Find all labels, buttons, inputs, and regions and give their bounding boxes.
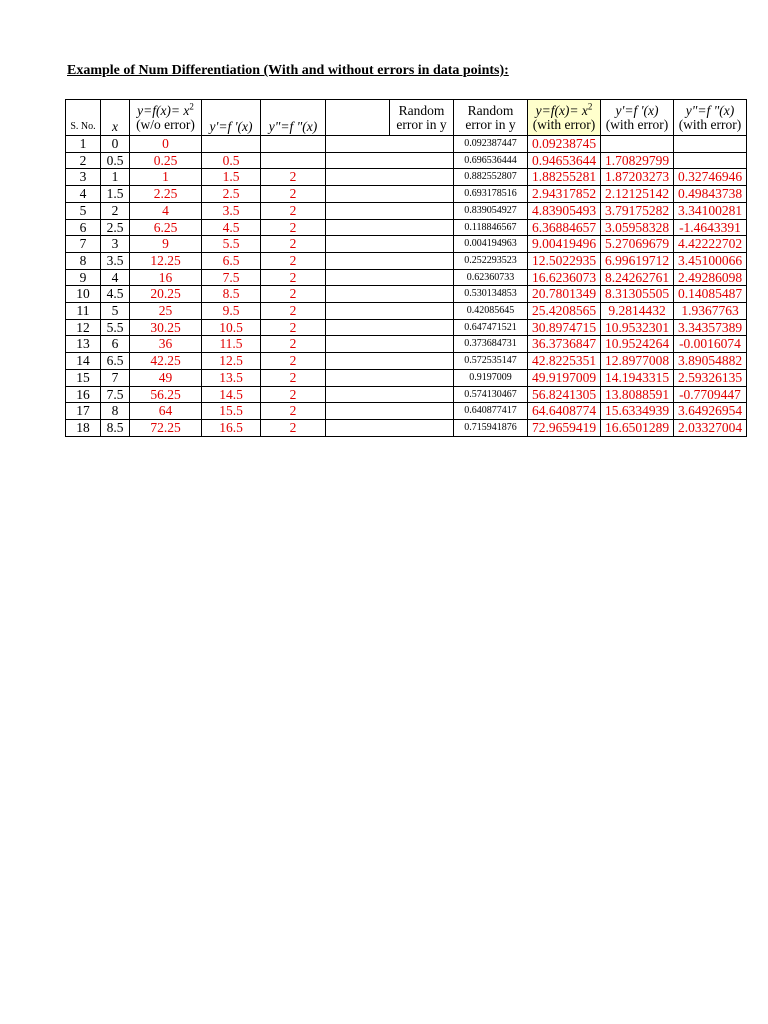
cell-x: 4 [101,269,130,286]
cell-second-derivative: 2 [261,303,326,320]
cell-second-derivative [261,136,326,153]
cell-x: 1 [101,169,130,186]
cell-random-error: 0.092387447 [454,136,528,153]
table-row [66,369,747,386]
cell-first-derivative: 11.5 [202,336,261,353]
table-row [66,186,747,203]
cell-second-derivative-with-error: 3.64926954 [674,403,747,420]
cell-first-derivative-with-error: 8.31305505 [601,286,674,303]
header-first-derivative: y'=f '(x) [202,100,261,136]
cell-first-derivative: 9.5 [202,303,261,320]
cell-second-derivative: 2 [261,286,326,303]
table-row [66,286,747,303]
table-row [66,319,747,336]
cell-x: 0 [101,136,130,153]
cell-y: 49 [130,369,202,386]
cell-x: 6 [101,336,130,353]
cell-y-with-error: 64.6408774 [528,403,601,420]
cell-y-with-error: 72.9659419 [528,419,601,436]
cell-y-with-error: 16.6236073 [528,269,601,286]
cell-second-derivative: 2 [261,336,326,353]
cell-second-derivative: 2 [261,252,326,269]
cell-sno: 12 [66,319,101,336]
cell-sno: 16 [66,386,101,403]
cell-first-derivative-with-error: 15.6334939 [601,403,674,420]
cell-empty [326,219,454,236]
cell-x: 2 [101,202,130,219]
cell-y-with-error: 25.4208565 [528,303,601,320]
table-row [66,269,747,286]
cell-second-derivative: 2 [261,353,326,370]
cell-second-derivative: 2 [261,202,326,219]
cell-second-derivative-with-error [674,152,747,169]
cell-first-derivative: 3.5 [202,202,261,219]
cell-y-with-error: 36.3736847 [528,336,601,353]
cell-second-derivative: 2 [261,369,326,386]
cell-second-derivative-with-error: 2.59326135 [674,369,747,386]
cell-second-derivative-with-error: -0.7709447 [674,386,747,403]
cell-empty [326,303,454,320]
cell-first-derivative: 5.5 [202,236,261,253]
header-random-error-2: Random error in y [454,100,528,136]
cell-first-derivative-with-error: 3.79175282 [601,202,674,219]
cell-x: 6.5 [101,353,130,370]
cell-y: 56.25 [130,386,202,403]
cell-second-derivative-with-error: 3.34357389 [674,319,747,336]
cell-second-derivative: 2 [261,319,326,336]
cell-x: 4.5 [101,286,130,303]
cell-empty [326,269,454,286]
cell-empty [326,152,454,169]
cell-random-error: 0.882552807 [454,169,528,186]
cell-sno: 7 [66,236,101,253]
cell-sno: 13 [66,336,101,353]
cell-sno: 6 [66,219,101,236]
cell-sno: 18 [66,419,101,436]
cell-second-derivative-with-error: -0.0016074 [674,336,747,353]
cell-empty [326,386,454,403]
cell-y: 20.25 [130,286,202,303]
cell-first-derivative: 8.5 [202,286,261,303]
cell-sno: 17 [66,403,101,420]
cell-x: 5.5 [101,319,130,336]
cell-x: 3.5 [101,252,130,269]
cell-second-derivative-with-error: 1.9367763 [674,303,747,320]
cell-y: 36 [130,336,202,353]
cell-first-derivative-with-error: 3.05958328 [601,219,674,236]
cell-x: 5 [101,303,130,320]
cell-random-error: 0.373684731 [454,336,528,353]
cell-random-error: 0.62360733 [454,269,528,286]
table-row [66,303,747,320]
cell-random-error: 0.574130467 [454,386,528,403]
cell-first-derivative: 6.5 [202,252,261,269]
cell-y: 42.25 [130,353,202,370]
cell-y-with-error: 49.9197009 [528,369,601,386]
cell-y-with-error: 6.36884657 [528,219,601,236]
cell-empty [326,336,454,353]
cell-y: 0 [130,136,202,153]
cell-y-with-error: 4.83905493 [528,202,601,219]
cell-first-derivative: 4.5 [202,219,261,236]
table-row [66,252,747,269]
table-row [66,419,747,436]
cell-random-error: 0.572535147 [454,353,528,370]
header-sno: S. No. [66,100,101,136]
cell-x: 2.5 [101,219,130,236]
cell-first-derivative-with-error: 1.70829799 [601,152,674,169]
cell-y: 72.25 [130,419,202,436]
cell-first-derivative-with-error: 12.8977008 [601,353,674,370]
cell-first-derivative: 16.5 [202,419,261,436]
cell-sno: 4 [66,186,101,203]
table-row [66,386,747,403]
cell-random-error: 0.9197009 [454,369,528,386]
cell-second-derivative-with-error: 3.89054882 [674,353,747,370]
cell-random-error: 0.715941876 [454,419,528,436]
cell-y: 2.25 [130,186,202,203]
cell-y-with-error: 1.88255281 [528,169,601,186]
header-x: x [101,100,130,136]
cell-x: 8 [101,403,130,420]
cell-random-error: 0.640877417 [454,403,528,420]
cell-second-derivative: 2 [261,219,326,236]
cell-empty [326,186,454,203]
cell-sno: 14 [66,353,101,370]
cell-random-error: 0.647471521 [454,319,528,336]
cell-first-derivative-with-error: 10.9532301 [601,319,674,336]
header-first-derivative-with-error: y'=f '(x) (with error) [601,100,674,136]
cell-second-derivative-with-error: 0.14085487 [674,286,747,303]
cell-sno: 11 [66,303,101,320]
cell-first-derivative-with-error: 1.87203273 [601,169,674,186]
cell-first-derivative: 14.5 [202,386,261,403]
cell-y-with-error: 20.7801349 [528,286,601,303]
cell-first-derivative-with-error: 8.24262761 [601,269,674,286]
cell-empty [326,136,454,153]
cell-empty [326,236,454,253]
cell-y: 6.25 [130,219,202,236]
cell-second-derivative: 2 [261,169,326,186]
cell-random-error: 0.252293523 [454,252,528,269]
cell-sno: 5 [66,202,101,219]
cell-first-derivative-with-error: 16.6501289 [601,419,674,436]
table-row [66,219,747,236]
cell-first-derivative-with-error: 10.9524264 [601,336,674,353]
cell-empty [326,169,454,186]
cell-sno: 8 [66,252,101,269]
cell-sno: 2 [66,152,101,169]
cell-second-derivative-with-error: 2.49286098 [674,269,747,286]
cell-y: 30.25 [130,319,202,336]
cell-empty [326,353,454,370]
cell-first-derivative: 2.5 [202,186,261,203]
header-y-with-error: $y=f(x)= x^2$ (with error) [528,100,601,136]
cell-empty [326,202,454,219]
cell-empty [326,419,454,436]
cell-second-derivative-with-error [674,136,747,153]
cell-second-derivative-with-error: 3.45100066 [674,252,747,269]
cell-first-derivative: 1.5 [202,169,261,186]
cell-empty [326,319,454,336]
cell-x: 0.5 [101,152,130,169]
cell-second-derivative [261,152,326,169]
header-second-derivative: y"=f "(x) [261,100,326,136]
cell-first-derivative-with-error: 2.12125142 [601,186,674,203]
cell-sno: 1 [66,136,101,153]
cell-empty [326,403,454,420]
cell-first-derivative-with-error: 14.1943315 [601,369,674,386]
cell-sno: 3 [66,169,101,186]
cell-empty [326,286,454,303]
cell-x: 7 [101,369,130,386]
cell-first-derivative-with-error: 13.8088591 [601,386,674,403]
cell-first-derivative: 12.5 [202,353,261,370]
cell-second-derivative-with-error: 2.03327004 [674,419,747,436]
cell-y-with-error: 42.8225351 [528,353,601,370]
cell-empty [326,252,454,269]
header-second-derivative-with-error: y"=f "(x) (with error) [674,100,747,136]
cell-y: 0.25 [130,152,202,169]
cell-first-derivative: 0.5 [202,152,261,169]
cell-y-with-error: 9.00419496 [528,236,601,253]
cell-sno: 10 [66,286,101,303]
header-empty [326,100,390,136]
cell-x: 8.5 [101,419,130,436]
cell-first-derivative-with-error [601,136,674,153]
cell-second-derivative-with-error: 4.42222702 [674,236,747,253]
cell-x: 3 [101,236,130,253]
page-title: Example of Num Differentiation (With and without errors in data points): [67,63,509,78]
cell-first-derivative-with-error: 5.27069679 [601,236,674,253]
cell-first-derivative: 13.5 [202,369,261,386]
cell-second-derivative-with-error: 3.34100281 [674,202,747,219]
cell-sno: 15 [66,369,101,386]
cell-x: 7.5 [101,386,130,403]
cell-random-error: 0.530134853 [454,286,528,303]
table-row [66,403,747,420]
cell-first-derivative: 7.5 [202,269,261,286]
table-row [66,336,747,353]
table-row [66,152,747,169]
table-row [66,169,747,186]
table-row [66,136,747,153]
header-y-without-error: $y=f(x)= x^2$ (w/o error) [130,100,202,136]
cell-second-derivative: 2 [261,269,326,286]
cell-y-with-error: 0.09238745 [528,136,601,153]
cell-y: 9 [130,236,202,253]
cell-first-derivative-with-error: 9.2814432 [601,303,674,320]
cell-y-with-error: 2.94317852 [528,186,601,203]
cell-y: 12.25 [130,252,202,269]
cell-random-error: 0.118846567 [454,219,528,236]
header-row [66,100,747,136]
data-table [65,99,747,437]
cell-random-error: 0.839054927 [454,202,528,219]
cell-y: 4 [130,202,202,219]
cell-empty [326,369,454,386]
cell-x: 1.5 [101,186,130,203]
header-random-error-1: Random error in y [390,100,454,136]
cell-y-with-error: 56.8241305 [528,386,601,403]
cell-y-with-error: 0.94653644 [528,152,601,169]
cell-second-derivative: 2 [261,419,326,436]
table-row [66,202,747,219]
cell-first-derivative-with-error: 6.99619712 [601,252,674,269]
cell-second-derivative-with-error: 0.32746946 [674,169,747,186]
cell-y: 1 [130,169,202,186]
cell-y: 64 [130,403,202,420]
cell-random-error: 0.004194963 [454,236,528,253]
cell-second-derivative-with-error: -1.4643391 [674,219,747,236]
cell-second-derivative: 2 [261,236,326,253]
table-row [66,236,747,253]
cell-y: 25 [130,303,202,320]
cell-y-with-error: 30.8974715 [528,319,601,336]
cell-second-derivative: 2 [261,403,326,420]
cell-second-derivative: 2 [261,386,326,403]
cell-random-error: 0.693178516 [454,186,528,203]
table-row [66,353,747,370]
cell-second-derivative: 2 [261,186,326,203]
cell-first-derivative: 10.5 [202,319,261,336]
cell-first-derivative [202,136,261,153]
cell-first-derivative: 15.5 [202,403,261,420]
cell-y: 16 [130,269,202,286]
cell-random-error: 0.696536444 [454,152,528,169]
cell-random-error: 0.42085645 [454,303,528,320]
cell-y-with-error: 12.5022935 [528,252,601,269]
cell-sno: 9 [66,269,101,286]
cell-second-derivative-with-error: 0.49843738 [674,186,747,203]
